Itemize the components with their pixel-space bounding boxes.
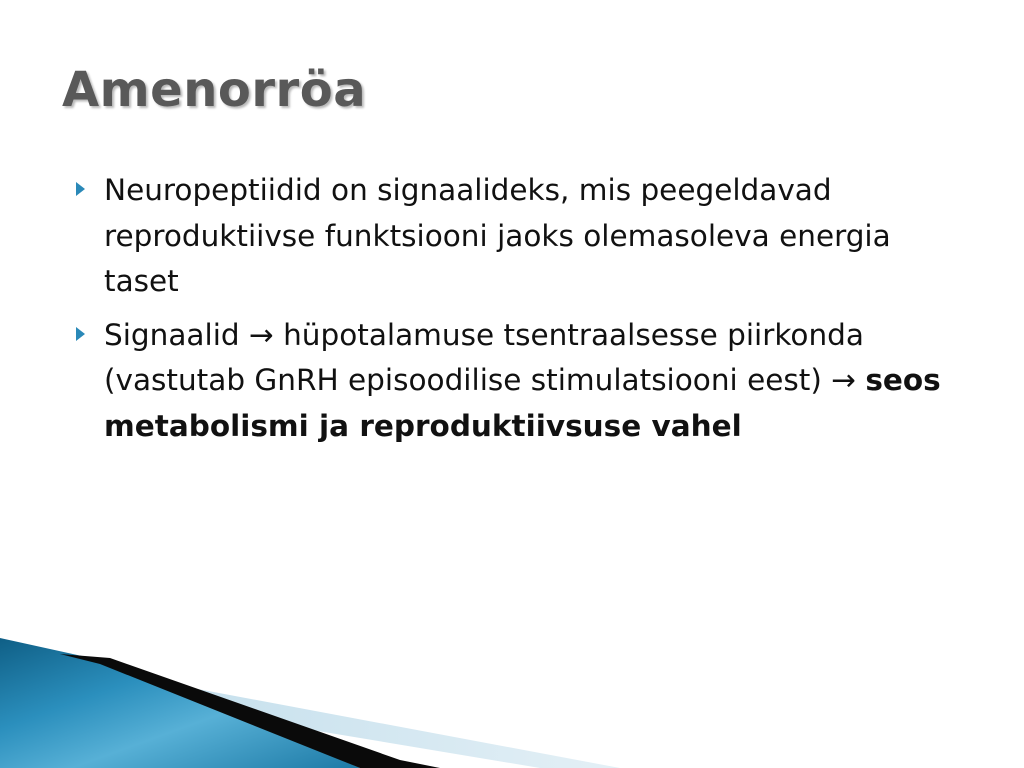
bullet-text: Neuropeptiidid on signaalideks, mis peegeldavad reproduktiivse funktsiooni jaoks olemasoleva energia taset bbox=[104, 173, 891, 298]
bullet-emphasis-text: seos metabolismi ja reproduktiivsuse vahel bbox=[104, 363, 941, 443]
bullet-item bbox=[74, 168, 974, 305]
bullet-list bbox=[74, 168, 974, 457]
bullet-item bbox=[74, 313, 974, 450]
blue-wave-shape bbox=[0, 638, 360, 768]
decorative-wave-graphic bbox=[0, 638, 1024, 768]
bullet-text: Signaalid → hüpotalamuse tsentraalsesse piirkonda (vastutab GnRH episoodilise stimulatsiooni eest) → bbox=[104, 317, 866, 397]
right-triangle-bullet-icon bbox=[76, 182, 85, 196]
slide-title: Amenorröa bbox=[62, 62, 367, 118]
right-triangle-bullet-icon bbox=[76, 327, 85, 341]
